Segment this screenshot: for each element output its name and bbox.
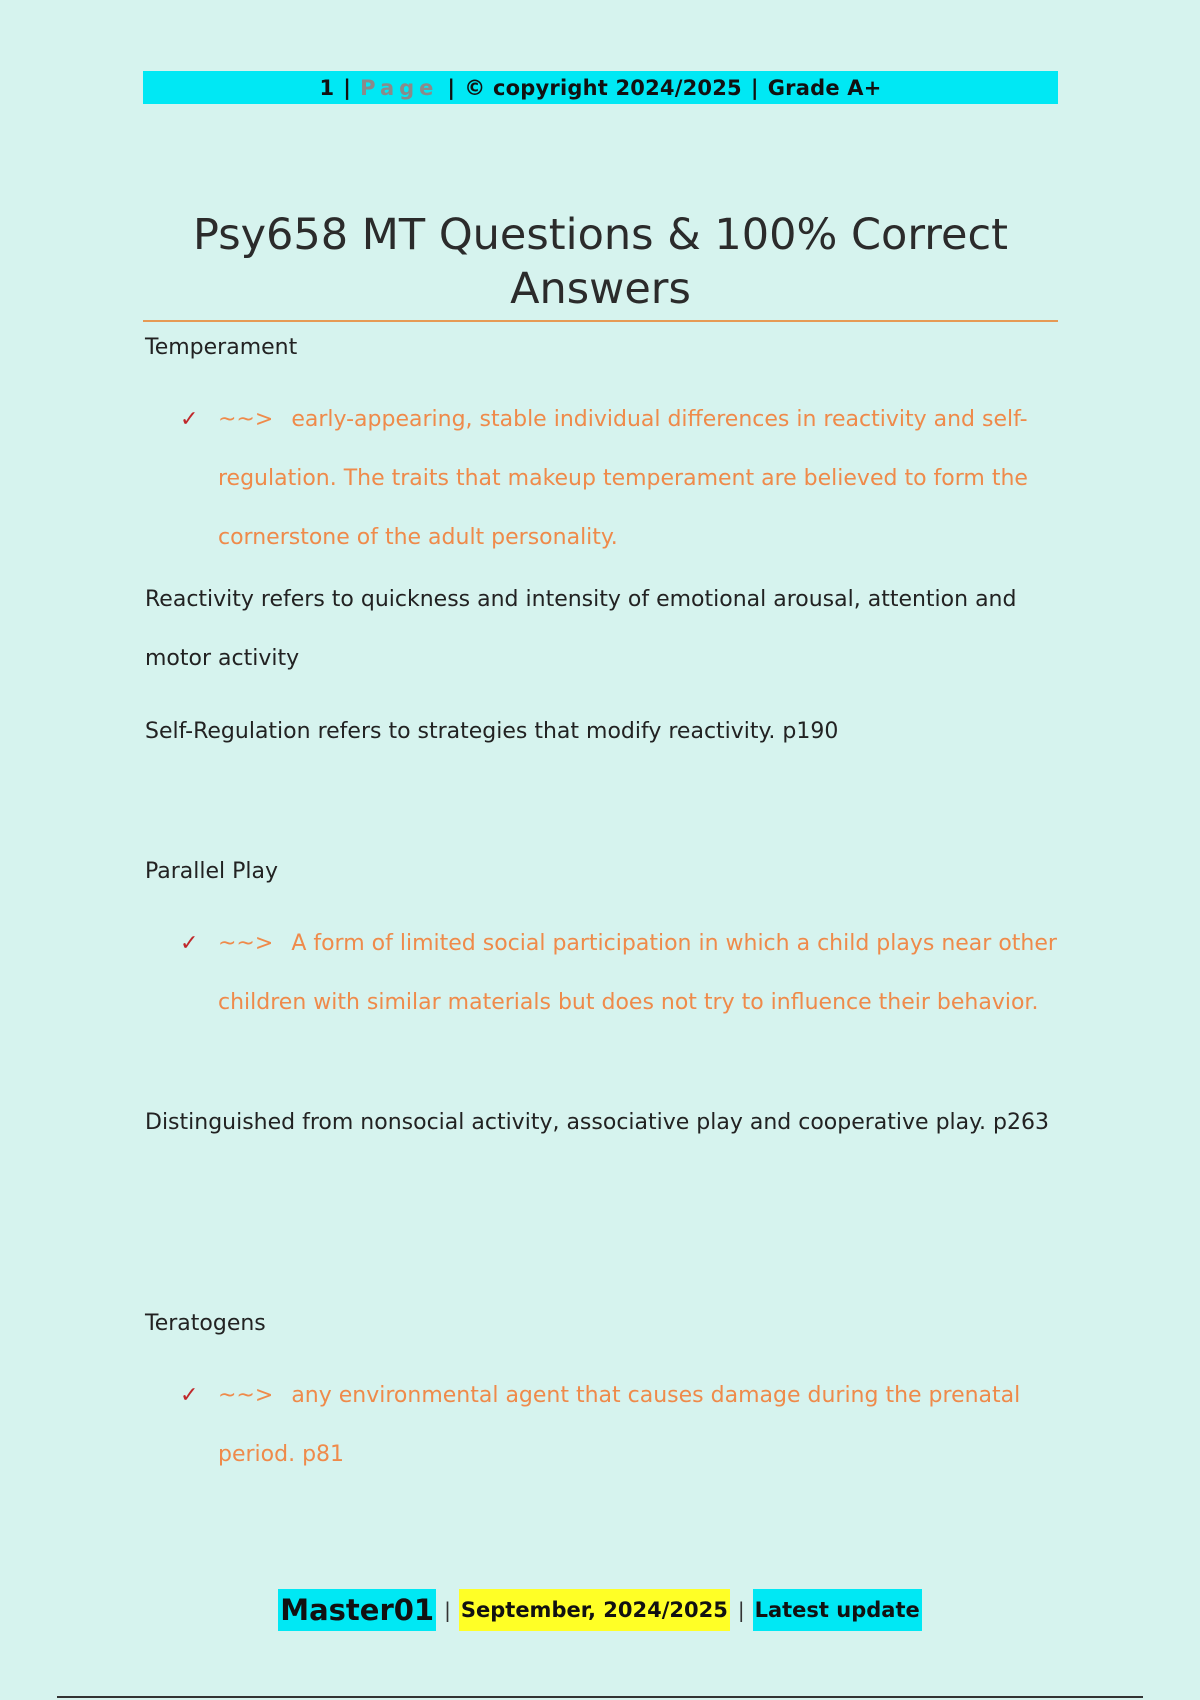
answer-body: early-appearing, stable individual differences in reactivity and self-regulation. The traits that makeup temperament are believed to form the cornerstone of the adult personality. (218, 407, 1028, 550)
date-label: September, 2024/2025 (459, 1589, 730, 1631)
answer-teratogens (180, 1366, 1060, 1484)
term-parallel-play: Parallel Play (145, 859, 279, 884)
arrow-icon: ~~> (218, 407, 274, 432)
bottom-divider (57, 1696, 1143, 1698)
author-label: Master01 (278, 1589, 436, 1631)
arrow-icon: ~~> (218, 931, 274, 956)
title-divider (143, 320, 1058, 322)
term-teratogens: Teratogens (145, 1311, 266, 1336)
term-temperament: Temperament (145, 335, 298, 360)
answer-body: any environmental agent that causes damage during the prenatal period. p81 (218, 1383, 1021, 1467)
answer-temperament (180, 390, 1060, 567)
answer-text (218, 390, 1060, 567)
check-icon: ✓ (180, 1383, 199, 1408)
page-header-bar (143, 71, 1058, 104)
arrow-icon: ~~> (218, 1383, 274, 1408)
copyright-text: © copyright 2024/2025 (464, 75, 742, 100)
update-label: Latest update (753, 1589, 922, 1631)
page-number: 1 (319, 75, 335, 100)
document-title: Psy658 MT Questions & 100% Correct Answers (193, 210, 1008, 314)
answer-parallel-play (180, 914, 1060, 1032)
header-separator: | (750, 75, 759, 100)
check-icon: ✓ (180, 407, 199, 432)
header-separator: | (343, 75, 352, 100)
grade-text: Grade A+ (767, 75, 882, 100)
page-footer (0, 1589, 1200, 1631)
answer-text (218, 1366, 1060, 1484)
header-separator: | (447, 75, 456, 100)
answer-body: A form of limited social participation in which a child plays near other children with similar materials but does not try to influence their behavior. (218, 931, 1057, 1015)
footer-separator: | (444, 1598, 451, 1622)
note-self-regulation: Self-Regulation refers to strategies that modify reactivity. p190 (145, 719, 839, 744)
check-icon: ✓ (180, 931, 199, 956)
note-reactivity: Reactivity refers to quickness and intensity of emotional arousal, attention and motor activity (145, 587, 1017, 671)
answer-text (218, 914, 1060, 1032)
page-word: Page (360, 75, 439, 100)
note-distinguished: Distinguished from nonsocial activity, associative play and cooperative play. p263 (145, 1110, 1049, 1135)
footer-separator: | (737, 1598, 745, 1622)
